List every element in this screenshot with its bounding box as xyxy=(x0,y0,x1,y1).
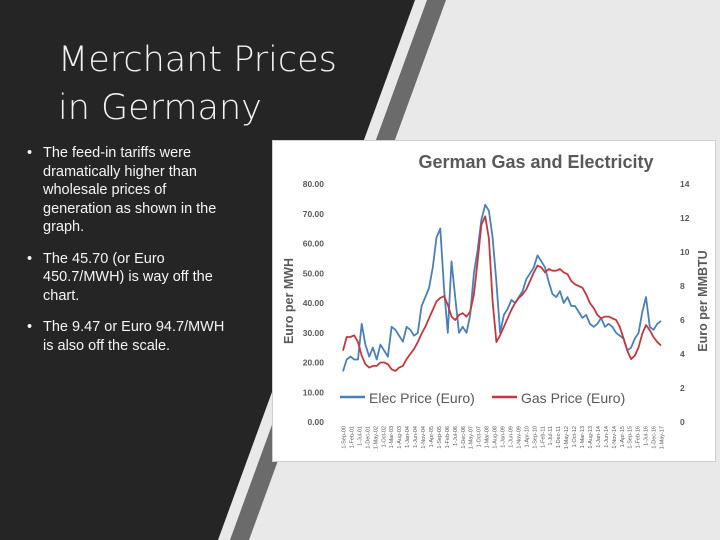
y-tick-label: 10.00 xyxy=(302,387,324,398)
x-tick-label: 1-Apr-10 xyxy=(524,426,531,448)
bullet-text: The 45.70 (or Euro 450.7/MWH) is way off the chart. xyxy=(43,250,213,304)
x-tick-label: 1-Aug-13 xyxy=(587,426,594,449)
slide-title-line-1: Merchant Prices xyxy=(58,40,337,80)
x-tick-label: 1-Feb-06 xyxy=(444,426,451,449)
x-tick-label: 1-Oct-07 xyxy=(476,426,483,448)
bullet-item xyxy=(22,144,232,237)
x-tick-label: 1-Nov-04 xyxy=(421,426,427,449)
x-tick-label: 1-Jan-04 xyxy=(405,426,412,448)
slide-title xyxy=(58,36,388,132)
bullet-dot-icon: • xyxy=(27,319,33,335)
bullet-text: The feed-in tariffs were dramatically higher than wholesale prices of generation as shown in the graph. xyxy=(43,145,217,235)
x-tick-label: 1-Jun-09 xyxy=(508,426,515,448)
x-tick-label: 1-Jul-06 xyxy=(452,426,459,446)
y-tick-label: 40.00 xyxy=(302,298,324,308)
x-tick-label: 1-Feb-16 xyxy=(635,426,642,449)
gas-price-line xyxy=(343,216,661,371)
x-tick-label: 1-Mar-08 xyxy=(484,426,491,449)
x-tick-label: 1-Jan-09 xyxy=(500,426,507,448)
y2-tick-label: 0 xyxy=(680,417,685,427)
x-axis-ticks xyxy=(342,426,666,449)
x-tick-label: 1-Oct-02 xyxy=(381,426,388,448)
y-tick-label: 50.00 xyxy=(302,268,324,279)
x-tick-label: 1-Dec-06 xyxy=(460,426,467,449)
y2-axis-ticks xyxy=(680,179,690,427)
x-tick-label: 1-Jan-14 xyxy=(595,426,602,448)
x-tick-label: 1-Dec-11 xyxy=(556,426,563,449)
bullet-dot-icon: • xyxy=(27,145,33,161)
y-tick-label: 80.00 xyxy=(302,179,324,189)
x-tick-label: 1-Nov-09 xyxy=(516,426,523,449)
bullet-dot-icon: • xyxy=(27,250,33,267)
x-tick-label: 1-Sep-10 xyxy=(532,426,539,449)
legend-label-gas: Gas Price (Euro) xyxy=(521,390,626,406)
y-axis-label: Euro per MWH xyxy=(282,257,296,345)
chart-title: German Gas and Electricity xyxy=(418,152,654,172)
x-tick-label: 1-Jul-11 xyxy=(548,426,555,446)
x-tick-label: 1-Feb-01 xyxy=(349,426,356,449)
chart-container xyxy=(272,140,716,462)
y2-tick-label: 4 xyxy=(680,349,685,359)
x-tick-label: 1-Feb-11 xyxy=(540,426,547,448)
x-tick-label: 1-May-07 xyxy=(468,426,475,450)
y2-tick-label: 2 xyxy=(680,383,685,393)
slide-title-line-2: in Germany xyxy=(58,88,262,128)
bullet-list xyxy=(22,144,232,368)
elec-price-line xyxy=(343,205,661,372)
y2-axis-label: Euro per MMBTU xyxy=(696,250,710,352)
x-tick-label: 1-Sep-15 xyxy=(627,426,634,449)
y2-tick-label: 10 xyxy=(680,247,690,257)
x-tick-label: 1-Jun-04 xyxy=(413,426,420,448)
x-tick-label: 1-Jul-16 xyxy=(643,426,650,446)
y2-tick-label: 8 xyxy=(680,281,685,291)
x-tick-label: 1-Sep-05 xyxy=(436,426,443,449)
y2-tick-label: 12 xyxy=(680,213,690,223)
x-tick-label: 1-Apr-05 xyxy=(428,426,435,448)
x-tick-label: 1-Jul-01 xyxy=(357,426,364,446)
y2-tick-label: 6 xyxy=(680,315,685,325)
bullet-item xyxy=(22,318,232,355)
y-axis-ticks xyxy=(303,179,325,427)
x-tick-label: 1-May-12 xyxy=(564,426,571,450)
y-tick-label: 60.00 xyxy=(302,238,324,249)
y-tick-label: 70.00 xyxy=(302,208,324,219)
y-tick-label: 0.00 xyxy=(307,417,324,427)
y-tick-label: 30.00 xyxy=(302,327,324,338)
x-tick-label: 1-Jun-14 xyxy=(603,426,610,448)
line-chart xyxy=(273,141,715,461)
legend xyxy=(340,390,625,406)
x-tick-label: 1-Aug-08 xyxy=(492,426,499,449)
x-tick-label: 1-Mar-03 xyxy=(389,426,396,449)
y-tick-label: 20.00 xyxy=(302,357,324,368)
x-tick-label: 1-Aug-03 xyxy=(397,426,404,449)
legend-label-elec: Elec Price (Euro) xyxy=(369,390,475,406)
x-tick-label: 1-May-17 xyxy=(659,426,666,450)
y2-tick-label: 14 xyxy=(680,179,690,189)
x-tick-label: 1-May-02 xyxy=(373,426,380,450)
x-tick-label: 1-Apr-15 xyxy=(619,426,626,448)
x-tick-label: 1-Oct-12 xyxy=(572,426,579,448)
x-tick-label: 1-Dec-16 xyxy=(651,426,658,449)
x-tick-label: 1-Mar-13 xyxy=(580,426,586,449)
x-tick-label: 1-Dec-01 xyxy=(365,426,372,449)
bullet-item xyxy=(22,250,232,306)
x-tick-label: 1-Nov-14 xyxy=(611,426,618,449)
bullet-text: The 9.47 or Euro 94.7/MWH is also off the scale. xyxy=(43,319,225,354)
series-lines xyxy=(343,205,661,372)
x-tick-label: 1-Sep-00 xyxy=(341,426,348,449)
